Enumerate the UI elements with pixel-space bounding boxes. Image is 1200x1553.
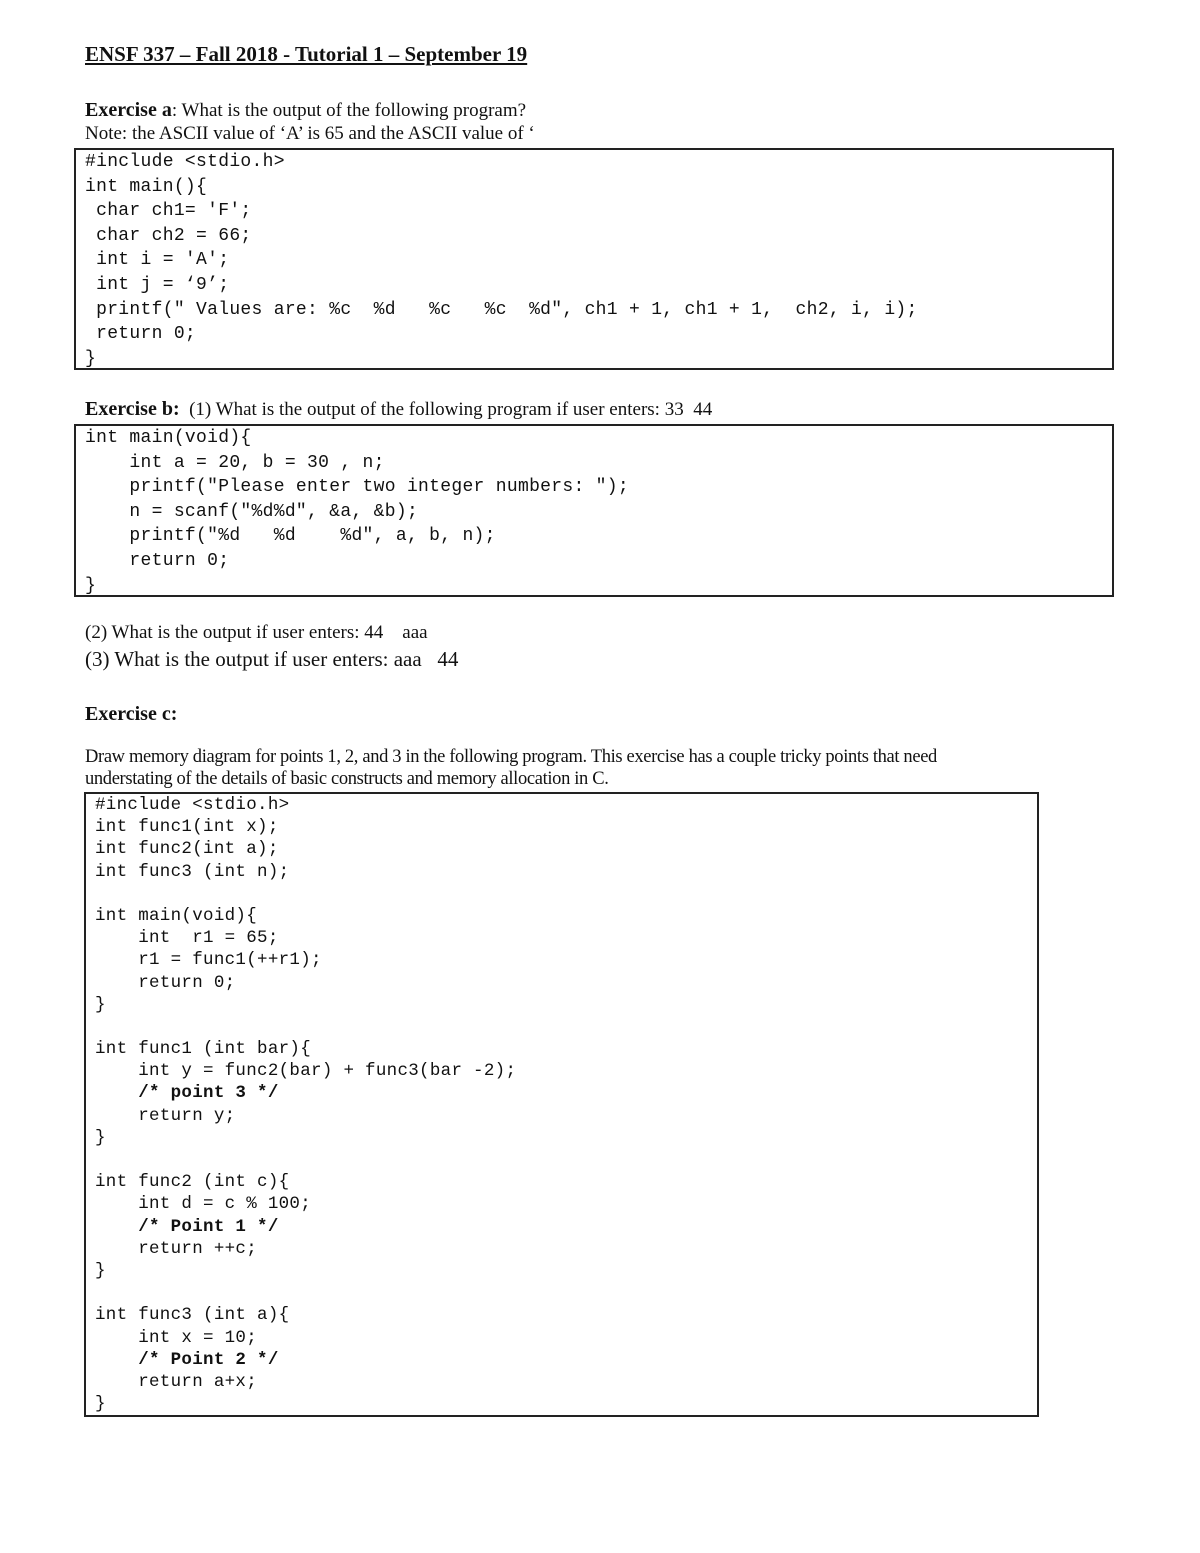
exercise-c-code-line: /* Point 1 */ (95, 1216, 279, 1237)
exercise-c-code-line: /* Point 2 */ (95, 1349, 279, 1370)
page-title: ENSF 337 – Fall 2018 - Tutorial 1 – September 19 (85, 42, 528, 66)
exercise-b-heading (85, 398, 712, 421)
exercise-a-heading (85, 99, 526, 122)
exercise-a-code-line: int i = 'A'; (85, 250, 230, 271)
exercise-c-code-line (95, 1149, 516, 1171)
exercise-c-label: Exercise c: (85, 703, 178, 725)
exercise-a-code-line: char ch2 = 66; (85, 225, 252, 246)
exercise-c-code-line: return ++c; (95, 1238, 258, 1259)
exercise-a-code-box (74, 148, 1114, 370)
exercise-a-code-line: return 0; (85, 324, 197, 345)
exercise-a-question: : What is the output of the following program? (171, 100, 527, 121)
exercise-a-code-line: int main(){ (85, 176, 208, 197)
exercise-b-code-line: n = scanf("%d%d", &a, &b); (85, 501, 419, 522)
exercise-b-code-line: int main(void){ (85, 428, 252, 448)
exercise-c-code-line: return a+x; (95, 1371, 258, 1392)
exercise-c-code (95, 794, 516, 1415)
exercise-c-code-line: return y; (95, 1105, 236, 1126)
exercise-a-label: Exercise a (85, 99, 172, 121)
exercise-a-code (85, 150, 918, 371)
exercise-c-code-line: int x = 10; (95, 1327, 258, 1348)
exercise-b-code-line: int a = 20, b = 30 , n; (85, 452, 385, 473)
exercise-c-code-line: int y = func2(bar) + func3(bar -2); (95, 1061, 517, 1082)
exercise-c-code-line (95, 1016, 516, 1038)
exercise-a-code-line: char ch1= 'F'; (85, 201, 252, 222)
exercise-c-desc-line2: understating of the details of basic constructs and memory allocation in C. (85, 769, 609, 789)
exercise-c-code-line: int func2(int a); (95, 839, 279, 860)
exercise-c-code-line: } (95, 994, 106, 1015)
exercise-a-note: Note: the ASCII value of ‘A’ is 65 and the ASCII value of ‘ (85, 123, 535, 144)
exercise-b-q3: (3) What is the output if user enters: aaa 44 (85, 647, 459, 671)
exercise-b-q2: (2) What is the output if user enters: 44 aaa (85, 622, 428, 643)
exercise-b-code-box (74, 424, 1114, 597)
exercise-c-code-line: #include <stdio.h> (95, 795, 290, 815)
exercise-b-code (85, 426, 629, 598)
exercise-a-code-line: int j = ‘9’; (85, 274, 230, 295)
exercise-c-code-line: r1 = func1(++r1); (95, 950, 322, 971)
exercise-c-code-line: } (95, 1260, 106, 1281)
exercise-c-code-line (95, 883, 516, 905)
exercise-c-code-line: /* point 3 */ (95, 1083, 279, 1104)
exercise-c-code-line: int func3 (int n); (95, 861, 290, 882)
exercise-a-code-line: printf(" Values are: %c %d %c %c %d", ch1 + 1, ch1 + 1, ch2, i, i); (85, 299, 918, 320)
exercise-b-label: Exercise b: (85, 398, 180, 420)
exercise-b-code-line: } (85, 575, 97, 596)
exercise-c-code-line: } (95, 1127, 106, 1148)
exercise-c-code-line: int r1 = 65; (95, 928, 279, 949)
exercise-b-code-line: printf("%d %d %d", a, b, n); (85, 526, 496, 547)
exercise-b-question: (1) What is the output of the following program if user enters: 33 44 (179, 399, 713, 420)
exercise-c-code-line: } (95, 1394, 106, 1415)
exercise-c-code-line: int func3 (int a){ (95, 1305, 290, 1326)
exercise-c-code-line: int main(void){ (95, 905, 258, 926)
exercise-c-desc-line1: Draw memory diagram for points 1, 2, and 3 in the following program. This exercise has a couple tricky points that need (85, 747, 937, 767)
exercise-a-code-line: } (85, 348, 97, 369)
exercise-b-code-line: return 0; (85, 550, 230, 571)
exercise-c-code-line: int func1(int x); (95, 817, 279, 838)
exercise-b-code-line: printf("Please enter two integer numbers: "); (85, 477, 629, 498)
exercise-c-code-line: int func1 (int bar){ (95, 1039, 312, 1060)
exercise-c-code-line (95, 1282, 516, 1304)
exercise-a-code-line: #include <stdio.h> (85, 152, 285, 172)
exercise-c-code-line: int func2 (int c){ (95, 1172, 290, 1193)
exercise-c-code-line: int d = c % 100; (95, 1194, 312, 1215)
exercise-c-code-box (84, 792, 1039, 1417)
exercise-c-code-line: return 0; (95, 972, 236, 993)
